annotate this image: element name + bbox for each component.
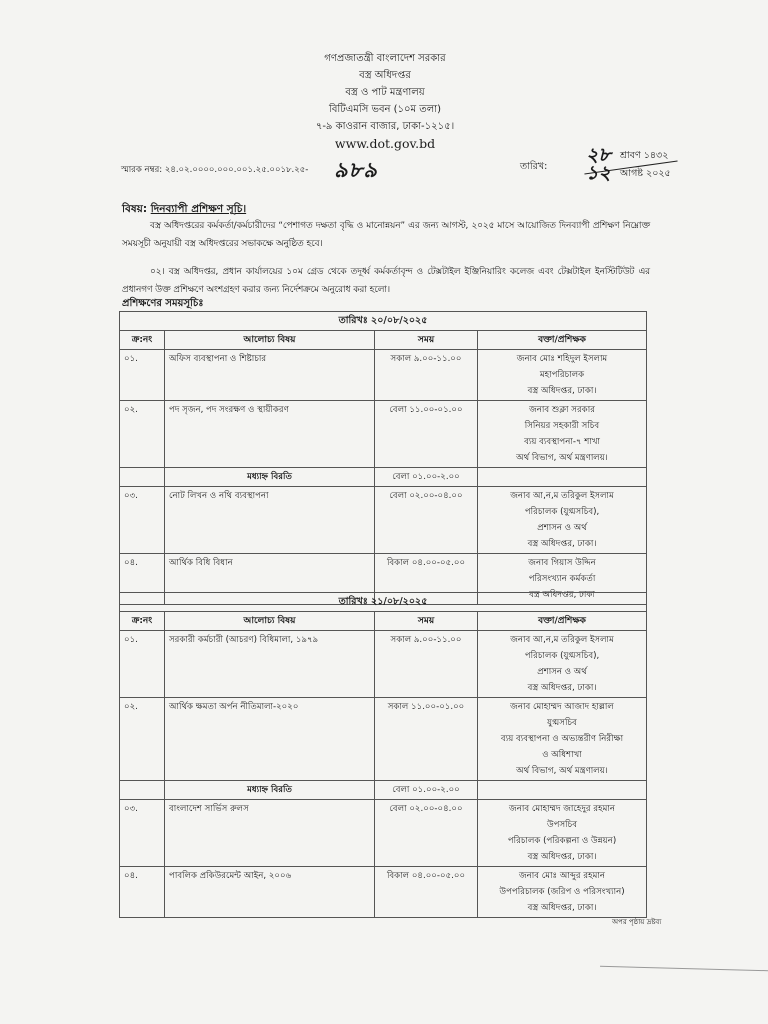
speaker-line: বস্ত্র অধিদপ্তর, ঢাকা।: [527, 903, 597, 913]
break-empty-cell: [120, 468, 165, 487]
speaker-line: জনাব শুক্লা সরকার: [529, 405, 595, 415]
speaker-line: পরিচালক (যুগ্মসচিব),: [524, 651, 600, 661]
speaker-line: জনাব আ,ন,ম তরিকুল ইসলাম: [510, 491, 614, 501]
row-time: বেলা ০২.০০-০৪.০০: [375, 800, 478, 867]
speaker-line: পরিসংখ্যান কর্মকর্তা: [528, 574, 596, 584]
date-label: তারিখ:: [520, 161, 548, 172]
row-time: বিকাল ০৪.০০-০৫.০০: [375, 554, 478, 605]
row-speaker: [478, 698, 647, 781]
table-row: [120, 698, 647, 781]
row-topic: পদ সৃজন, পদ সংরক্ষণ ও স্থায়ীকরণ: [165, 401, 375, 468]
table-row: [120, 350, 647, 401]
subject-value: দিনব্যাপী প্রশিক্ষণ সূচি।: [150, 203, 247, 215]
speaker-line: জনাব মোঃ আব্দুর রহমান: [518, 871, 606, 881]
schedule-table-day2: [119, 592, 647, 918]
row-num: ০৪.: [120, 867, 165, 918]
row-topic: আর্থিক ক্ষমতা অর্পন নীতিমালা-২০২০: [165, 698, 375, 781]
speaker-line: পরিচালক (যুগ্মসচিব),: [524, 507, 600, 517]
english-month: আগষ্ট ২০২৫: [620, 168, 671, 179]
row-topic: সরকারী কর্মচারী (আচরণ) বিধিমালা, ১৯৭৯: [165, 631, 375, 698]
ministry-name: বস্ত্র ও পাট মন্ত্রণালয়: [345, 87, 425, 98]
speaker-line: ও অধিশাখা: [542, 750, 582, 760]
address: ৭-৯ কাওরান বাজার, ঢাকা-১২১৫।: [315, 121, 455, 132]
speaker-line: জনাব মোঃ শহিদুল ইসলাম: [516, 354, 608, 364]
table-row: [120, 867, 647, 918]
row-topic: অফিস ব্যবস্থাপনা ও শিষ্টাচার: [165, 350, 375, 401]
col-time: সময়: [375, 612, 478, 631]
row-time: সকাল ১১.০০-০১.০০: [375, 698, 478, 781]
gov-name: গণপ্রজাতন্ত্রী বাংলাদেশ সরকার: [324, 53, 446, 64]
speaker-line: সিনিয়র সহকারী সচিব: [524, 421, 600, 431]
table-row: [120, 401, 647, 468]
memo-number-handwritten: ৯৮৯: [334, 157, 378, 182]
row-time: বেলা ১১.০০-০১.০০: [375, 401, 478, 468]
day2-date: তারিখঃ ২১/০৮/২০২৫: [120, 593, 647, 612]
speaker-line: বস্ত্র অধিদপ্তর, ঢাকা।: [527, 539, 597, 549]
speaker-line: মহাপরিচালক: [539, 370, 585, 380]
break-empty-cell: [478, 468, 647, 487]
row-num: ০১.: [120, 350, 165, 401]
row-num: ০৩.: [120, 800, 165, 867]
break-label: মধ্যাহ্ন বিরতি: [165, 468, 375, 487]
speaker-line: প্রশাসন ও অর্থ: [537, 523, 587, 533]
row-num: ০৪.: [120, 554, 165, 605]
col-time: সময়: [375, 331, 478, 350]
col-topic: আলোচ্য বিষয়: [165, 331, 375, 350]
speaker-line: প্রশাসন ও অর্থ: [537, 667, 587, 677]
schedule-table-day1: [119, 311, 647, 605]
letterhead: [250, 50, 520, 152]
speaker-line: বস্ত্র অধিদপ্তর, ঢাকা।: [527, 683, 597, 693]
memo-number-label: স্মারক নম্বর: ২৪.০২.০০০০.০০০.০০১.২৫.০০১৮.২৫-: [121, 165, 309, 175]
speaker-line: উপপরিচালক (জরিপ ও পরিসংখ্যান): [499, 887, 625, 897]
row-topic: নোট লিখন ও নথি ব্যবস্থাপনা: [165, 487, 375, 554]
paragraph-1: বস্ত্র অধিদপ্তরের কর্মকর্তা/কর্মচারীদের “পেশাগত দক্ষতা বৃদ্ধি ও মানোন্নয়ন” এর জন্য আগস্ট, ২০২৫ মাসে আয়োজিত দিনব্যাপী প্রশিক্ষণ নিম্নোক্ত সময়সূচী অনুযায়ী বস্ত্র অধিদপ্তরের সভাকক্ষে অনুষ্ঠিত হবে।: [122, 221, 650, 249]
row-speaker: [478, 487, 647, 554]
speaker-line: জনাব মোহাম্মদ জাহেদুর রহমান: [509, 804, 615, 814]
row-num: ০২.: [120, 698, 165, 781]
col-num: ক্র:নং: [120, 331, 165, 350]
speaker-line: ব্যয় ব্যবস্থাপনা ও অভ্যন্তরীণ নিরীক্ষা: [500, 734, 624, 744]
speaker-line: পরিচালক (পরিকল্পনা ও উন্নয়ন): [507, 836, 617, 846]
row-topic: আর্থিক বিধি বিধান: [165, 554, 375, 605]
speaker-line: জনাব গিয়াস উদ্দিন: [528, 558, 596, 568]
table-row: [120, 487, 647, 554]
row-num: ০২.: [120, 401, 165, 468]
row-time: সকাল ৯.০০-১১.০০: [375, 350, 478, 401]
col-speaker: বক্তা/প্রশিক্ষক: [478, 612, 647, 631]
scan-artifact-line: [600, 966, 768, 971]
page-turn-note: অপর পৃষ্ঠায় দ্রষ্টব্য: [612, 918, 662, 926]
break-row: [120, 468, 647, 487]
speaker-line: ব্যয় ব্যবস্থাপনা-৭ শাখা: [524, 437, 600, 447]
row-time: বেলা ০২.০০-০৪.০০: [375, 487, 478, 554]
speaker-line: অর্থ বিভাগ, অর্থ মন্ত্রণালয়।: [516, 766, 608, 776]
table-row: [120, 800, 647, 867]
row-time: বিকাল ০৪.০০-০৫.০০: [375, 867, 478, 918]
col-num: ক্র:নং: [120, 612, 165, 631]
row-topic: পাবলিক প্রকিউরমেন্ট আইন, ২০০৬: [165, 867, 375, 918]
speaker-line: বস্ত্র অধিদপ্তর, ঢাকা।: [527, 852, 597, 862]
speaker-line: উপসচিব: [546, 820, 578, 830]
speaker-line: বস্ত্র অধিদপ্তর, ঢাকা।: [527, 386, 597, 396]
row-topic: বাংলাদেশ সার্ভিস রুলস: [165, 800, 375, 867]
speaker-line: জনাব মোহাম্মদ আজাদ হাল্লাল: [510, 702, 614, 712]
row-speaker: [478, 800, 647, 867]
bangla-day: ২৮: [586, 144, 611, 166]
break-empty-cell: [478, 781, 647, 800]
break-row: [120, 781, 647, 800]
speaker-line: জনাব আ,ন,ম তরিকুল ইসলাম: [510, 635, 614, 645]
website-link[interactable]: www.dot.gov.bd: [334, 136, 436, 151]
date-block: [582, 146, 682, 182]
row-num: ০১.: [120, 631, 165, 698]
schedule-title: প্রশিক্ষণের সময়সূচিঃ: [122, 298, 204, 309]
speaker-line: যুগ্মসচিব: [547, 718, 577, 728]
paragraph-2: ০২। বস্ত্র অধিদপ্তর, প্রধান কার্যালয়ের ১০ম গ্রেড থেকে তদূর্ধ্ব কর্মকর্তাবৃন্দ ও টেক্সটাইল ইঞ্জিনিয়ারিং কলেজ এবং টেক্সটাইল ইনস্টিটিউট এর প্রধানগণ উক্ত প্রশিক্ষণে অংশগ্রহণ করার জন্য নির্দেশক্রমে অনুরোধ করা হলো।: [122, 267, 650, 295]
row-speaker: [478, 631, 647, 698]
english-day: ১২: [586, 162, 611, 184]
col-topic: আলোচ্য বিষয়: [165, 612, 375, 631]
day1-date: তারিখঃ ২০/০৮/২০২৫: [120, 312, 647, 331]
break-label: মধ্যাহ্ন বিরতি: [165, 781, 375, 800]
speaker-line: অর্থ বিভাগ, অর্থ মন্ত্রণালয়।: [516, 453, 608, 463]
bangla-month: শ্রাবণ ১৪৩২: [620, 150, 669, 161]
dept-name: বস্ত্র অধিদপ্তর: [359, 70, 411, 81]
building-name: বিটিএমসি ভবন (১০ম তলা): [328, 104, 442, 115]
break-empty-cell: [120, 781, 165, 800]
subject-label: বিষয়:: [122, 203, 148, 215]
row-speaker: [478, 350, 647, 401]
break-time: বেলা ০১.০০-২.০০: [375, 781, 478, 800]
row-time: সকাল ৯.০০-১১.০০: [375, 631, 478, 698]
row-num: ০৩.: [120, 487, 165, 554]
table-row: [120, 631, 647, 698]
row-speaker: [478, 867, 647, 918]
row-speaker: [478, 401, 647, 468]
speaker-line: বস্ত্র অধিদপ্তর, ঢাকা: [529, 590, 595, 600]
col-speaker: বক্তা/প্রশিক্ষক: [478, 331, 647, 350]
break-time: বেলা ০১.০০-২.০০: [375, 468, 478, 487]
